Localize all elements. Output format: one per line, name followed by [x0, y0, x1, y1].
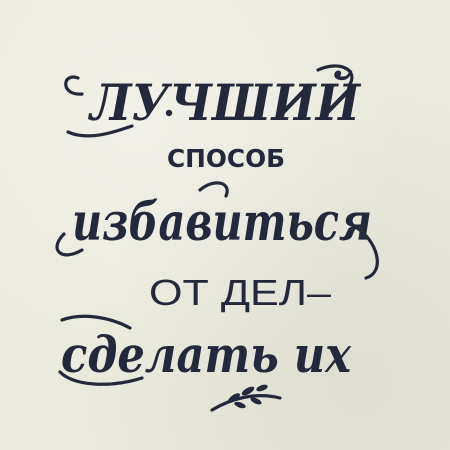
plain-line-from-tasks: ОТ ДЕЛ–: [149, 272, 331, 313]
script-line-do-them: сделать их: [61, 325, 353, 384]
ornament-dot: [166, 110, 172, 116]
subtitle-line-way: СПОСОБ: [167, 144, 285, 173]
script-line-get-rid: избавиться: [72, 192, 372, 253]
title-line-best: ЛУЧШИЙ: [90, 73, 379, 132]
swash-left-top: [66, 77, 82, 94]
sprig-icon: [212, 383, 280, 410]
